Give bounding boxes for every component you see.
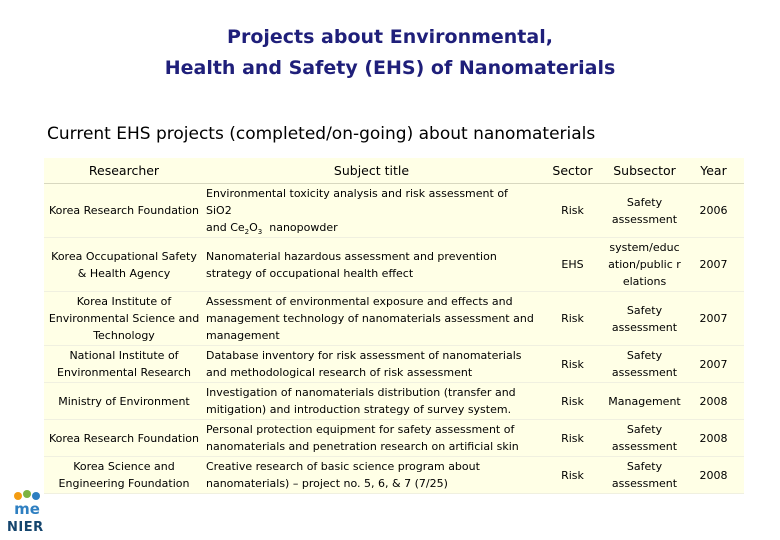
subject-line-1: Environmental toxicity analysis and risk assessment of SiO2 [206, 187, 508, 217]
slide-title-line-2: Health and Safety (EHS) of Nanomaterials [164, 57, 616, 79]
sector-cell: Risk [539, 346, 606, 383]
slide-title [0, 22, 780, 84]
subject-cell: Personal protection equipment for safety assessment of nanomaterials and penetration research on artificial skin [204, 420, 539, 457]
year-cell: 2007 [683, 238, 744, 292]
subsector-cell: Safety assessment [606, 184, 683, 238]
header-year: Year [683, 158, 744, 184]
subscript: 2 [244, 228, 250, 237]
subsector-cell: Management [606, 383, 683, 420]
sector-cell: Risk [539, 420, 606, 457]
year-cell: 2007 [683, 346, 744, 383]
subject-cell [204, 184, 539, 238]
researcher-cell: Korea Science and Engineering Foundation [44, 457, 204, 494]
subject-cell: Creative research of basic science program about nanomaterials) – project no. 5, 6, & 7 (7/25) [204, 457, 539, 494]
subscript: 3 [257, 228, 263, 237]
subject-cell: Nanomaterial hazardous assessment and prevention strategy of occupational health effect [204, 238, 539, 292]
year-cell: 2006 [683, 184, 744, 238]
subsector-cell: Safety assessment [606, 457, 683, 494]
year-cell: 2008 [683, 420, 744, 457]
table-row [44, 292, 744, 346]
sector-cell: Risk [539, 184, 606, 238]
year-cell: 2007 [683, 292, 744, 346]
logo-mark-text: me [14, 500, 40, 518]
table-row [44, 457, 744, 494]
subsector-cell: Safety assessment [606, 420, 683, 457]
researcher-cell: Ministry of Environment [44, 383, 204, 420]
table-header-row [44, 158, 744, 184]
header-sector: Sector [539, 158, 606, 184]
sector-cell: Risk [539, 292, 606, 346]
logo-dot-green [23, 490, 31, 498]
subject-cell: Investigation of nanomaterials distribution (transfer and mitigation) and introduction strategy of survey system. [204, 383, 539, 420]
table-row [44, 238, 744, 292]
subject-cell: Database inventory for risk assessment of nanomaterials and methodological research of risk assessment [204, 346, 539, 383]
logo-dot-blue [32, 492, 40, 500]
logo-dot-orange [14, 492, 22, 500]
year-cell: 2008 [683, 457, 744, 494]
subject-text-part: nanopowder [262, 221, 338, 234]
subject-text-part: O [249, 221, 258, 234]
researcher-cell: Korea Institute of Environmental Science and Technology [44, 292, 204, 346]
year-cell: 2008 [683, 383, 744, 420]
sector-cell: Risk [539, 457, 606, 494]
header-subject-title: Subject title [204, 158, 539, 184]
subsector-cell: system/education/public relations [606, 238, 683, 292]
subsector-cell: Safety assessment [606, 346, 683, 383]
sector-cell: EHS [539, 238, 606, 292]
nier-logo-label: NIER [7, 520, 44, 535]
subject-cell: Assessment of environmental exposure and effects and management technology of nanomaterials assessment and management [204, 292, 539, 346]
subsector-cell: Safety assessment [606, 292, 683, 346]
table-row [44, 346, 744, 383]
header-researcher: Researcher [44, 158, 204, 184]
subject-text-part: and Ce [206, 221, 245, 234]
table-row [44, 184, 744, 238]
researcher-cell: National Institute of Environmental Research [44, 346, 204, 383]
table-row [44, 383, 744, 420]
header-subsector: Subsector [606, 158, 683, 184]
sector-cell: Risk [539, 383, 606, 420]
slide-title-line-1: Projects about Environmental, [227, 26, 553, 48]
researcher-cell: Korea Research Foundation [44, 184, 204, 238]
ehs-projects-table [44, 158, 744, 494]
slide-subtitle: Current EHS projects (completed/on-going) about nanomaterials [47, 124, 596, 144]
researcher-cell: Korea Occupational Safety & Health Agency [44, 238, 204, 292]
table-row [44, 420, 744, 457]
researcher-cell: Korea Research Foundation [44, 420, 204, 457]
